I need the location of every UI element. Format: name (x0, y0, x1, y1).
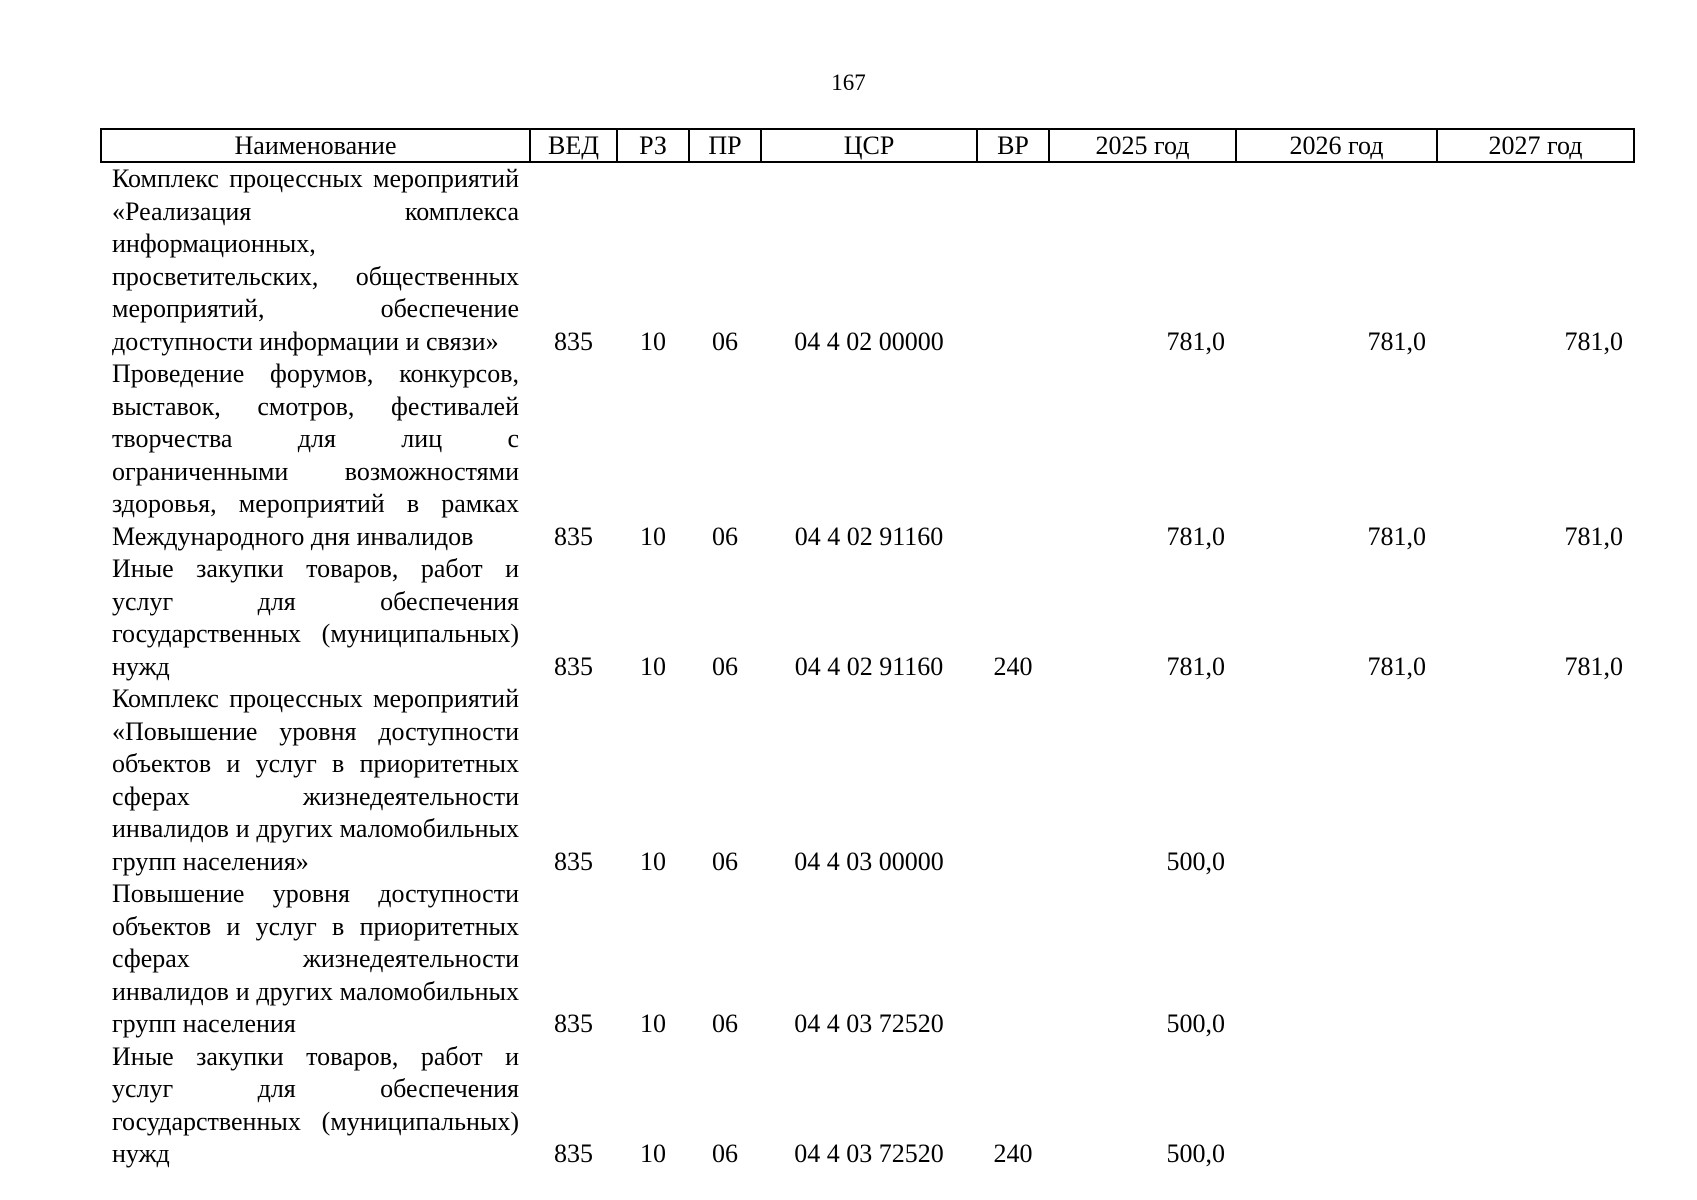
row-2025: 500,0 (1166, 846, 1225, 876)
row-rz: 10 (640, 651, 666, 681)
row-name: Иные закупки товаров, работ и услуг для обеспечения государственных (муниципальных) нужд (112, 554, 519, 681)
row-name: Иные закупки товаров, работ и услуг для обеспечения государственных (муниципальных) нужд (112, 1041, 519, 1168)
header-name: Наименование (101, 129, 530, 162)
row-2026: 781,0 (1367, 651, 1426, 681)
row-2025: 781,0 (1166, 651, 1225, 681)
row-vr (977, 878, 1049, 1041)
row-name: Проведение форумов, конкурсов, выставок, смотров, фестивалей творчества для лиц с ограниченными возможностями здоровья, мероприятий в рамках Международного дня инвалидов (112, 359, 519, 551)
table-row (101, 683, 1634, 878)
row-2026 (1236, 878, 1437, 1041)
table-row (101, 358, 1634, 553)
row-2026: 781,0 (1367, 326, 1426, 356)
row-ved: 835 (554, 1009, 593, 1038)
page-number: 167 (831, 70, 866, 95)
row-2025: 500,0 (1166, 1139, 1225, 1168)
row-ved: 835 (554, 521, 593, 551)
row-pr: 06 (712, 1009, 738, 1038)
header-pr: ПР (689, 129, 761, 162)
row-name: Комплекс процессных мероприятий «Повышение уровня доступности объектов и услуг в приоритетных сферах жизнедеятельности инвалидов и других маломобильных групп населения» (112, 684, 519, 876)
row-vr (977, 683, 1049, 878)
row-2027: 781,0 (1564, 651, 1623, 681)
row-2026 (1236, 683, 1437, 878)
budget-table (100, 128, 1635, 1171)
row-vr: 240 (993, 1139, 1033, 1168)
row-csr: 04 4 02 91160 (794, 521, 944, 551)
table-row (101, 553, 1634, 683)
row-pr: 06 (712, 1139, 738, 1168)
row-name: Повышение уровня доступности объектов и услуг в приоритетных сферах жизнедеятельности инвалидов и других маломобильных групп населения (112, 879, 519, 1038)
row-csr: 04 4 03 72520 (794, 1139, 944, 1168)
row-2025: 500,0 (1166, 1009, 1225, 1038)
row-2026: 781,0 (1367, 521, 1426, 551)
table-row (101, 878, 1634, 1041)
row-2027 (1437, 878, 1634, 1041)
header-2026: 2026 год (1236, 129, 1437, 162)
table-header-row (101, 129, 1634, 162)
header-ved: ВЕД (530, 129, 617, 162)
row-rz: 10 (640, 1009, 666, 1038)
row-rz: 10 (640, 326, 666, 356)
row-name: Комплекс процессных мероприятий «Реализация комплекса информационных, просветительских, общественных мероприятий, обеспечение доступности информации и связи» (112, 164, 519, 356)
row-ved: 835 (554, 651, 593, 681)
header-vr: ВР (977, 129, 1049, 162)
row-2025: 781,0 (1166, 521, 1225, 551)
row-ved: 835 (554, 1139, 593, 1168)
row-2027: 781,0 (1564, 326, 1623, 356)
row-2025: 781,0 (1166, 326, 1225, 356)
row-vr (977, 358, 1049, 553)
row-rz: 10 (640, 846, 666, 876)
table-row (101, 1041, 1634, 1171)
row-csr: 04 4 03 00000 (794, 846, 944, 876)
row-2027 (1437, 1041, 1634, 1171)
row-vr (977, 162, 1049, 358)
row-pr: 06 (712, 521, 738, 551)
row-csr: 04 4 02 00000 (794, 326, 944, 356)
row-rz: 10 (640, 521, 666, 551)
row-csr: 04 4 02 91160 (794, 651, 944, 681)
row-ved: 835 (554, 846, 593, 876)
header-2027: 2027 год (1437, 129, 1634, 162)
row-2026 (1236, 1041, 1437, 1171)
row-rz: 10 (640, 1139, 666, 1168)
row-pr: 06 (712, 651, 738, 681)
header-2025: 2025 год (1049, 129, 1236, 162)
table-row (101, 162, 1634, 358)
row-2027 (1437, 683, 1634, 878)
row-ved: 835 (554, 326, 593, 356)
header-rz: РЗ (617, 129, 689, 162)
row-pr: 06 (712, 846, 738, 876)
row-csr: 04 4 03 72520 (794, 1009, 944, 1038)
row-vr: 240 (993, 651, 1033, 681)
row-2027: 781,0 (1564, 521, 1623, 551)
row-pr: 06 (712, 326, 738, 356)
header-csr: ЦСР (761, 129, 977, 162)
